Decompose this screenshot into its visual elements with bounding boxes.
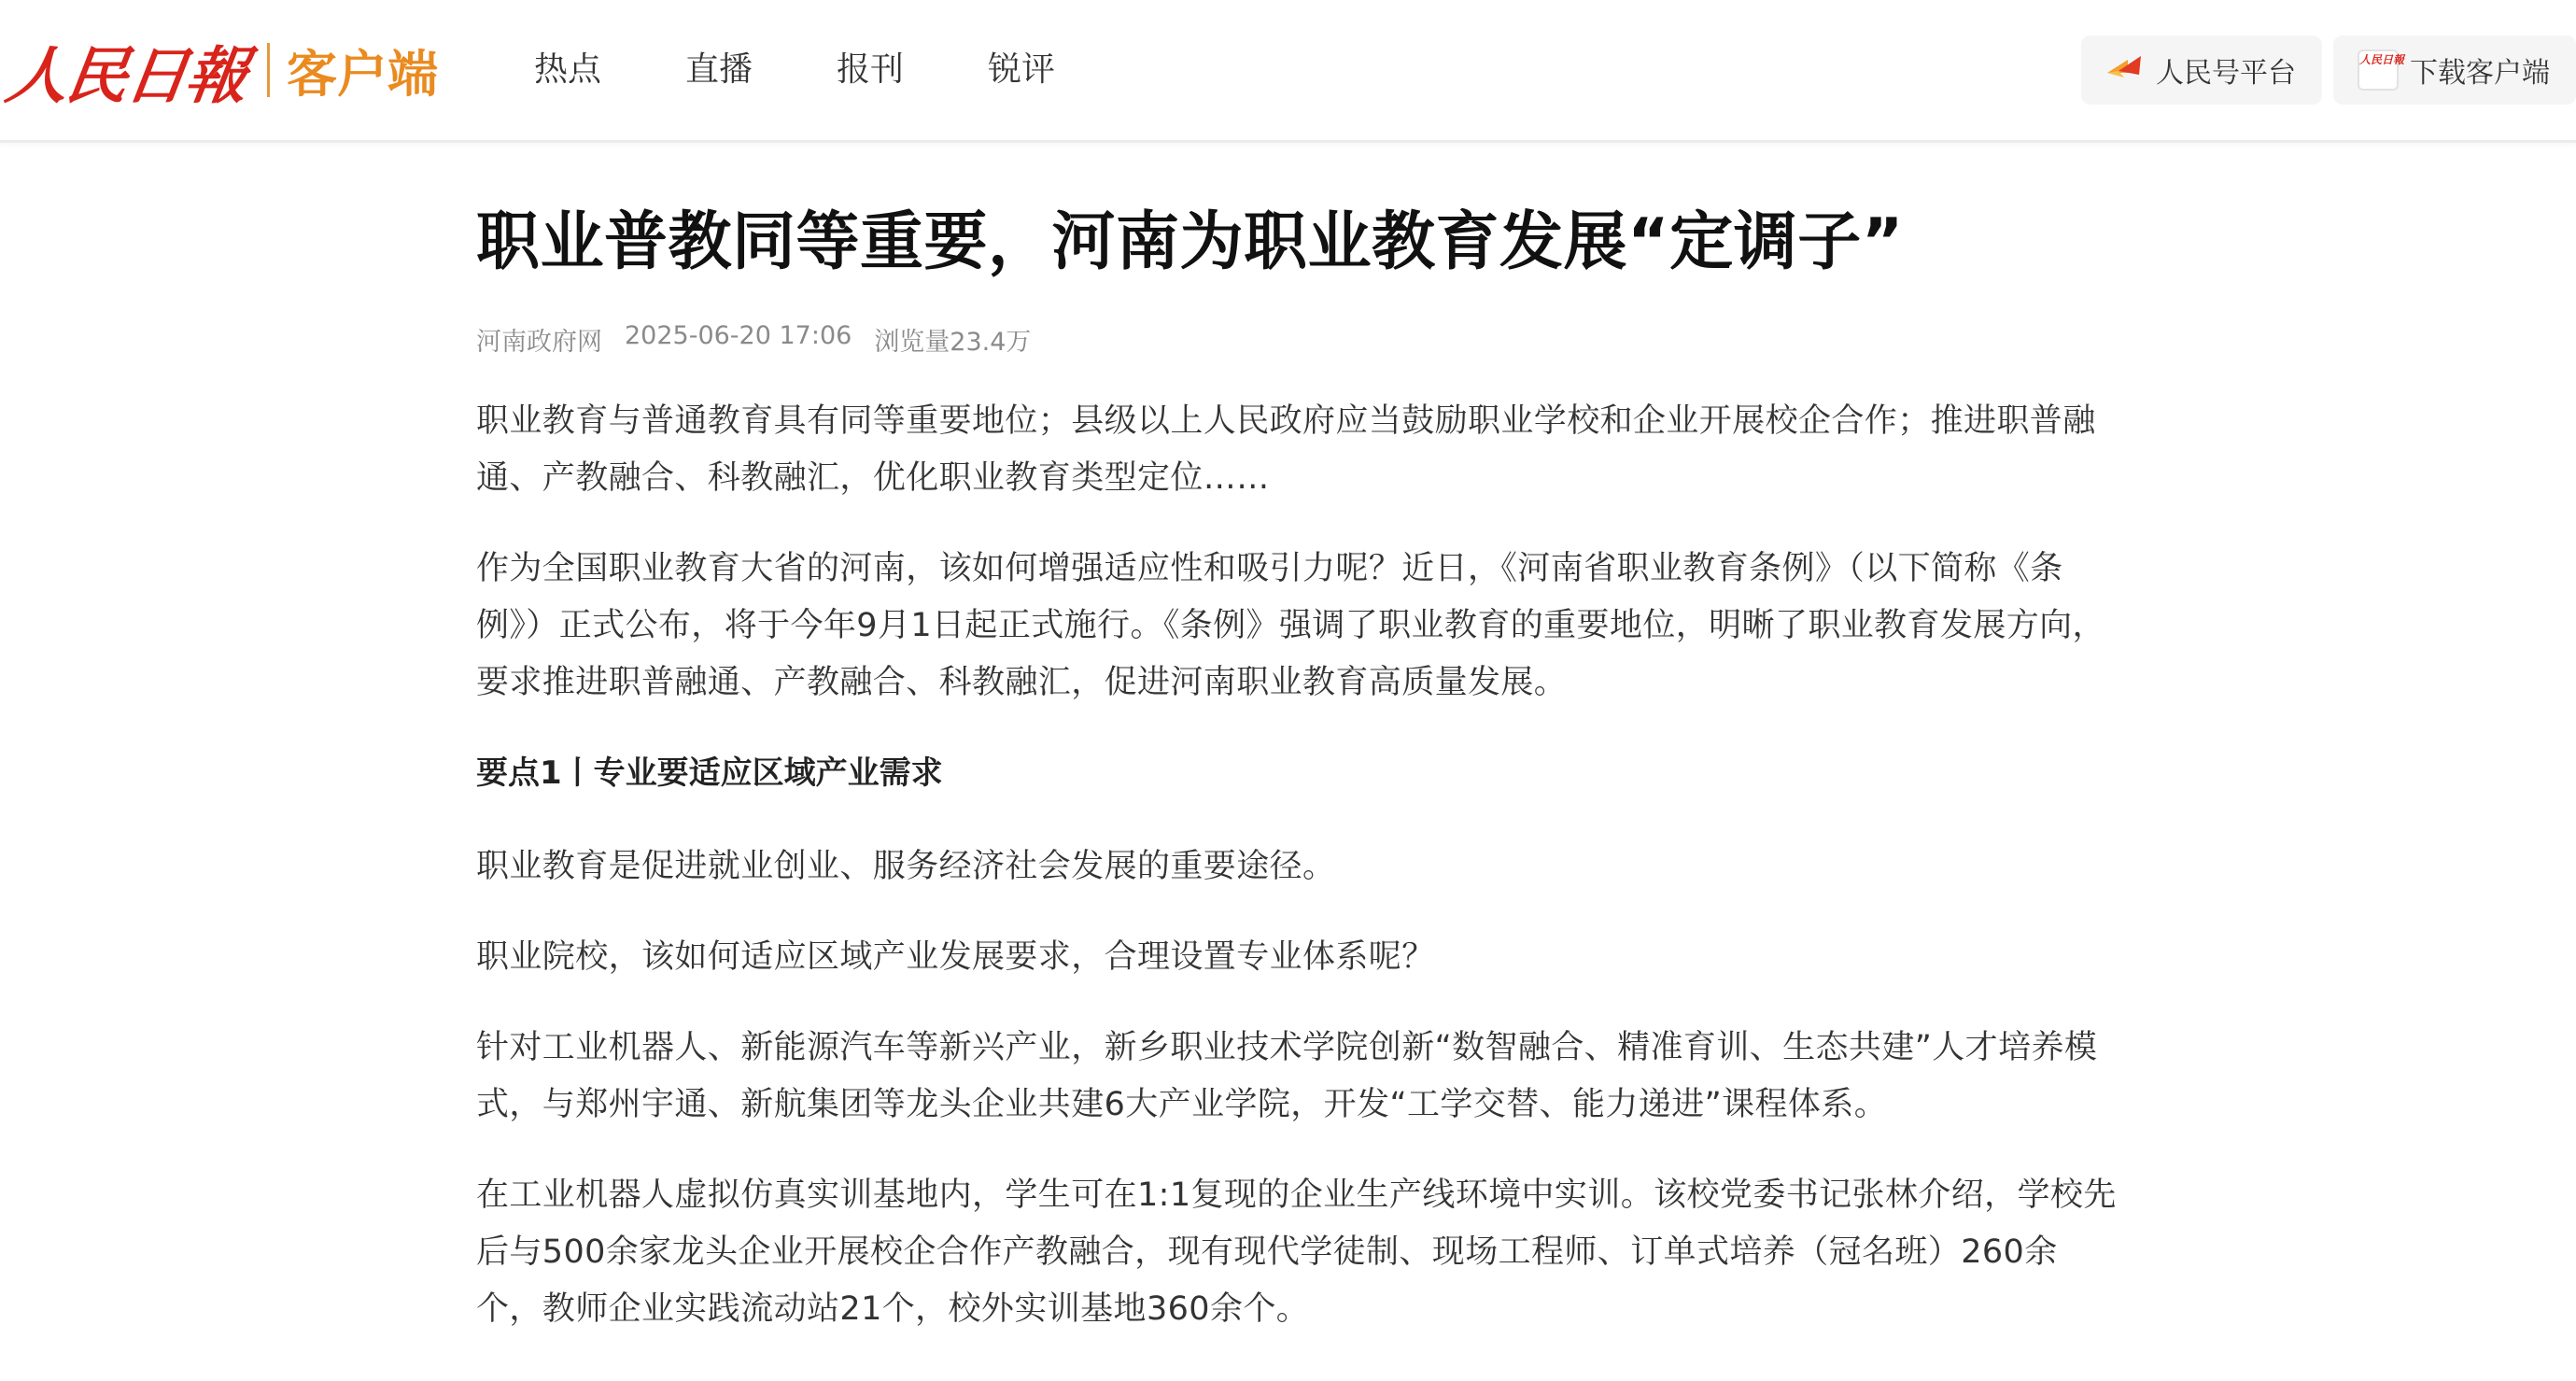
main-nav <box>534 43 1139 97</box>
paragraph: 职业院校，该如何适应区域产业发展要求，合理设置专业体系呢？ <box>476 938 1435 976</box>
nav-item-commentary[interactable]: 锐评 <box>988 50 1056 89</box>
article-source[interactable]: 河南政府网 <box>476 328 602 357</box>
logo-wordmark: 人民日報 <box>1 38 251 112</box>
header-actions <box>2081 35 2576 105</box>
site-logo[interactable] <box>1 28 438 112</box>
logo-subtitle: 客户端 <box>287 44 438 104</box>
article-views: 浏览量23.4万 <box>874 328 1032 357</box>
paragraph: 职业教育是促进就业创业、服务经济社会发展的重要途径。 <box>476 848 1336 885</box>
download-app-label: 下载客户端 <box>2410 57 2550 90</box>
logo-divider <box>267 43 270 97</box>
platform-button-label: 人民号平台 <box>2156 57 2296 90</box>
nav-item-newspaper[interactable]: 报刊 <box>837 50 905 89</box>
app-icon <box>2358 49 2405 91</box>
article-title: 职业普教同等重要，河南为职业教育发展“定调子” <box>476 205 1904 279</box>
article-body <box>476 393 2121 1338</box>
paragraph: 作为全国职业教育大省的河南，该如何增强适应性和吸引力呢？近日，《河南省职业教育条例》（以下简称《条例》）正式公布，将于今年9月1日起正式施行。《条例》强调了职业教育的重要地位，明晰了职业教育发展方向，要求推进职普融通、产教融合、科教融汇，促进河南职业教育高质量发展。 <box>476 550 2105 701</box>
nav-item-hot[interactable]: 热点 <box>534 50 602 89</box>
paragraph: 在工业机器人虚拟仿真实训基地内，学生可在1:1复现的企业生产线环境中实训。该校党委书记张林介绍，学校先后与500余家龙头企业开展校企合作产教融合，现有现代学徒制、现场工程师、订单式培养（冠名班）260余个，教师企业实践流动站21个，校外实训基地360余个。 <box>476 1177 2117 1328</box>
flag-icon <box>2105 52 2145 88</box>
download-app-button[interactable] <box>2333 35 2576 105</box>
nav-item-live[interactable]: 直播 <box>685 50 753 89</box>
section-heading: 要点1丨专业要适应区域产业需求 <box>476 754 943 792</box>
paragraph: 针对工业机器人、新能源汽车等新兴产业，新乡职业技术学院创新“数智融合、精准育训、生态共建”人才培养模式，与郑州宇通、新航集团等龙头企业共建6大产业学院，开发“工学交替、能力递进”课程体系。 <box>476 1029 2098 1123</box>
article <box>476 196 2121 1372</box>
article-datetime: 2025-06-20 17:06 <box>625 321 852 350</box>
top-header <box>0 0 2576 143</box>
platform-button[interactable] <box>2081 35 2322 105</box>
paragraph: 职业教育与普通教育具有同等重要地位；县级以上人民政府应当鼓励职业学校和企业开展校企合作；推进职普融通、产教融合、科教融汇，优化职业教育类型定位…… <box>476 402 2096 497</box>
article-meta <box>476 321 2121 358</box>
app-icon-text: 人民日報 <box>2359 53 2405 66</box>
